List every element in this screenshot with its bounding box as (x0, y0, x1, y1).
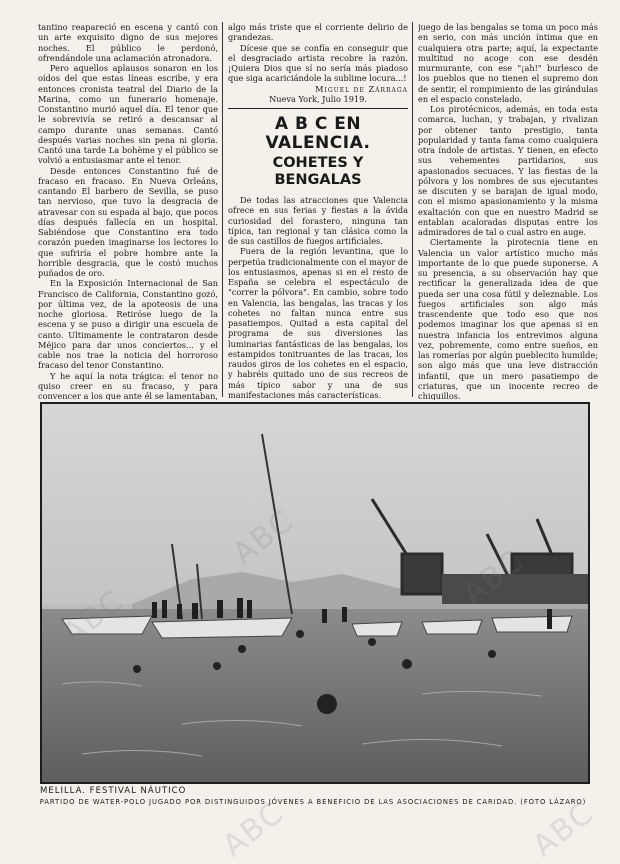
article-headline: A B C EN VALENCIA. (265, 114, 371, 153)
paragraph: algo más triste que el corriente delirio de grandezas. (228, 22, 408, 43)
column-divider (222, 22, 223, 397)
paragraph: En la Exposición Internacional de San Francisco de California, Constantino gozó, por última vez, de la apoteosis de una noche gloriosa. Retiróse luego de la escena y se puso a dirigir una escuela de canto. Ultimamente le contrataron desde Méjico para dar unos conciertos... y el cable nos trae la noticia del horroroso fracaso del tenor Constantino. (38, 278, 218, 371)
paragraph: tantino reapareció en escena y cantó con un arte exquisito digno de sus mejores noches. El público le perdonó, ofrendándole una aclamación atronadora. (38, 22, 218, 63)
author-signature: Miguel de Zárraga (315, 83, 408, 94)
paragraph: Fuera de la región levantina, que lo perpetúa tradicionalmente con el mayor de los entusiasmos, apenas si en el resto de España se celebra el espectáculo de "correr la pólvora". En cambio, sobre todo en Valencia, las bengalas, las tracas y los cohetes no faltan nunca entre sus pasatiempos. Quitad a esta capital del programa de sus diversiones las luminarias fantásticas de las bengalas, los estampidos tonitruantes de las tracas, los raudos giros de los cohetes en el espacio, y habréis quitado uno de sus recreos de más típico sabor y una de sus manifestaciones más características. (228, 246, 408, 400)
paragraph: Los pirotécnicos, además, en toda esta comarca, luchan, y trabajan, y rivalizan por obtener tanto prestigio, tanta popularidad y tanta fama como cualquiera otra índole de artistas. Y tienen, en efecto sus vehementes partidarios, sus apasionados secuaces. Y las fiestas de la pólvora y los nombres de sus ejecutantes se discuten y se barajan de igual modo, con el mismo apasionamiento y la misma exaltación con que en nuestro Madrid se entablan acaloradas disputas entre los admiradores de tal o cual astro en auge. (418, 104, 598, 237)
watermark-logo: ABC (526, 794, 602, 864)
paragraph: Desde entonces Constantino fué de fracaso en fracaso. En Nueva Orleáns, cantando El barbero de Sevilla, se puso tan nervioso, que tuvo la desgracia de atravesar con su espada al bajo, que pocos días después fallecía en un hospital. Sabiéndose que Constantino era todo corazón pueden imaginarse los lectores lo que sufriría el pobre hombre ante la horrible desgracia, que le costó muchos puñados de oro. (38, 165, 218, 278)
article-subheadline: COHETES Y BENGALAS (272, 155, 364, 188)
paragraph: Dícese que se confía en conseguir que el desgraciado artista recobre la razón. ¡Quiera Dios que sí no sería más piadoso que siga acariciándole la sublime locura...! (228, 42, 408, 84)
paragraph: De todas las atracciones que Valencia ofrece en sus ferias y fiestas a la ávida curiosidad del forastero, ninguna tan típica, tan regional y tan clásica como la de sus castillos de fuegos artificiales. (228, 195, 408, 246)
sea (42, 609, 588, 782)
dateline: Nueva York, Julio 1919. (269, 93, 367, 104)
paragraph: Ciertamente la pirotecnia tiene en Valencia un valor artístico mucho más importante de lo que puede suponerse. A su presencia, a su observación hay que rectificar la generalizada idea de que pueda ser una cosa fútil y deleznable. Los fuegos artificiales son algo más trascendente que todo eso que nos podemos imaginar los que apenas si en nuestra infancia los entrevimos alguna vez, pobremente, como entre sueños, en las romerías por algún pueblecito humilde; son algo más que una leve distracción infantil, que un mero pasatiempo de criaturas, que un inocente recreo de chiquillos. (418, 237, 598, 400)
paragraph: juego de las bengalas se toma un poco más en serio, con más unción íntima que en cualquiera otra parte; aquí, la expectante multitud no acoge con ese desdén murmurante, con ese "¡ah!" burlesco de los pueblos que no tienen el supremo don de sentir, el rompimiento de las girándulas en el espacio constelado. (418, 22, 598, 104)
text-column-1 (38, 22, 218, 400)
text-column-2 (228, 22, 408, 400)
photo-caption-title: MELILLA. FESTIVAL NÁUTICO (40, 786, 187, 796)
photo-caption-text: PARTIDO DE WATER-POLO JUGADO POR DISTINGUIDOS JÓVENES A BENEFICIO DE LAS ASOCIACIONES DE CARIDAD. (FOTO LÁZARO) (39, 798, 587, 806)
section-divider (228, 108, 408, 109)
text-column-3 (418, 22, 598, 400)
harbor-photo (40, 402, 590, 784)
watermark-logo: ABC (216, 794, 292, 864)
paragraph: Y he aquí la nota trágica: el tenor no quiso creer en su fracaso, y para convencer a los que ante él se lamentaban, (38, 370, 218, 400)
paragraph: Pero aquellos aplausos sonaron en los oídos del que estas líneas escribe, y era entonces cronista teatral del Diario de la Marina, como un funerario homenaje. Constantino murió aquel día. El tenor que le sobrevivía se retiró a descansar al campo durante unas semanas. Cantó después varias noches sin pena ni gloria. Cantó una tarde La bohème y el público se volvió a entusiasmar ante el tenor. (38, 63, 218, 166)
water-polo-scene (42, 404, 588, 782)
column-divider (412, 22, 413, 397)
